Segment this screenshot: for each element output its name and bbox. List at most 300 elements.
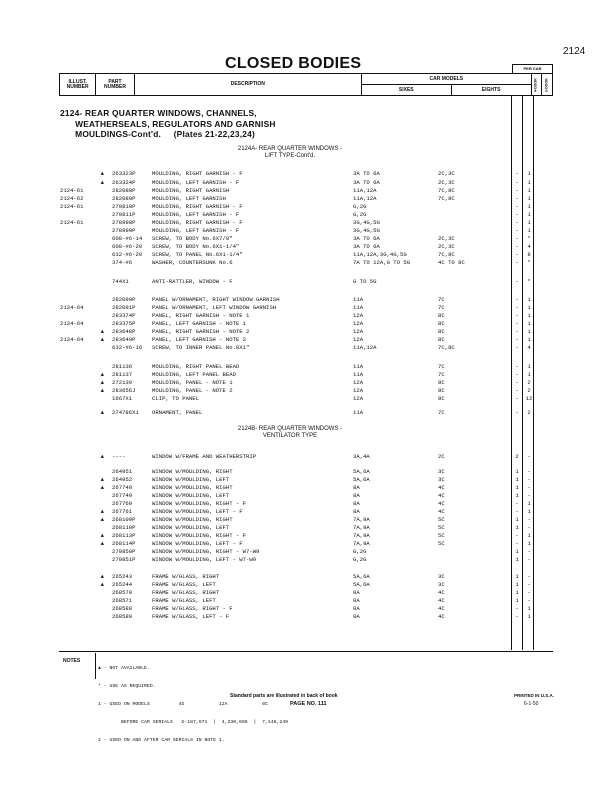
availability-mark: ▲ [100, 453, 104, 460]
illus-number: 2124-62 [60, 195, 84, 202]
eights-models: 4C TO 8C [438, 260, 465, 266]
availability-mark: ▲ [100, 379, 104, 386]
sixes-models: 3A TO 6A [353, 180, 380, 186]
description: MOULDING, PANEL - NOTE 2 [152, 388, 233, 394]
col-eights-header: EIGHTS [451, 85, 531, 96]
qty-4door: - [515, 363, 519, 370]
sixes-models: 3A,4A [353, 454, 370, 460]
availability-mark: ▲ [100, 581, 104, 588]
description: SCREW, TO INNER PANEL No.8X1" [152, 345, 250, 351]
eights-models: 2C,3C [438, 244, 455, 250]
qty-4door: - [515, 296, 519, 303]
qty-4door: 1 [515, 516, 519, 523]
qty-2door: - [527, 492, 531, 499]
note-as-required: * - USE AS REQUIRED. [98, 684, 156, 689]
description: ORNAMENT, PANEL [152, 410, 203, 416]
subsection-b-title [180, 426, 400, 440]
eights-models: 3C [438, 574, 445, 580]
description: PANEL W/ORNAMENT, RIGHT WINDOW GARNISH [152, 297, 280, 303]
eights-models: 4C [438, 485, 445, 491]
qty-4door: 1 [515, 581, 519, 588]
qty-2door: 2 [527, 379, 531, 386]
sixes-models: 12A [353, 329, 364, 335]
availability-mark: ▲ [100, 179, 104, 186]
eights-models: 7C,8C [438, 345, 455, 351]
col-desc-header: DESCRIPTION [134, 74, 361, 96]
qty-2door: 1 [527, 613, 531, 620]
part-number: 270811P [112, 211, 136, 218]
table-row [60, 171, 554, 179]
sixes-models: 8A [353, 606, 360, 612]
qty-4door: - [515, 605, 519, 612]
description: MOULDING, LEFT GARNISH [152, 196, 226, 202]
part-number: 267760 [112, 500, 133, 507]
description: WINDOW W/MOULDING, LEFT - F [152, 509, 243, 515]
part-number: 263324P [112, 179, 136, 186]
qty-4door: 1 [515, 573, 519, 580]
part-number: 1667X1 [112, 395, 133, 402]
description: WINDOW W/MOULDING, RIGHT - F [152, 533, 246, 539]
qty-2door: - [527, 484, 531, 491]
qty-4door: - [515, 259, 519, 266]
qty-4door: - [515, 613, 519, 620]
qty-2door: 1 [527, 605, 531, 612]
part-number: 267761 [112, 508, 133, 515]
qty-4door: 1 [515, 524, 519, 531]
eights-models: 2C,3C [438, 236, 455, 242]
qty-4door: - [515, 278, 519, 285]
illus-number: 2124-64 [60, 336, 84, 343]
sixes-models: 11A,12A [353, 345, 377, 351]
qty-2door: - [527, 556, 531, 563]
qty-4door: - [515, 179, 519, 186]
qty-2door: - [527, 468, 531, 475]
col-2door-header: 2-DOOR [542, 74, 553, 96]
description: WINDOW W/MOULDING, LEFT - F [152, 541, 243, 547]
description: WINDOW W/FRAME AND WEATHERSTRIP [152, 454, 257, 460]
sixes-models: 8A [353, 509, 360, 515]
part-number: 632-#6-16 [112, 344, 143, 351]
sixes-models: 7A,9A [353, 525, 370, 531]
part-number: 632-#6-20 [112, 251, 143, 258]
qty-4door: - [515, 328, 519, 335]
eights-models: 3C [438, 477, 445, 483]
qty-4door: - [515, 540, 519, 547]
part-number: 268588 [112, 605, 133, 612]
availability-mark: ▲ [100, 508, 104, 515]
availability-mark: ▲ [100, 573, 104, 580]
sixes-models: 8A [353, 485, 360, 491]
table-row [60, 410, 554, 418]
qty-2door: 1 [527, 336, 531, 343]
eights-models: 3C [438, 469, 445, 475]
qty-4door: 2 [515, 453, 519, 460]
illus-number: 2124-61 [60, 187, 84, 194]
description: MOULDING, PANEL - NOTE 1 [152, 380, 233, 386]
qty-4door: - [515, 251, 519, 258]
part-number: 270810P [112, 203, 136, 210]
availability-mark: ▲ [100, 516, 104, 523]
availability-mark: ▲ [100, 484, 104, 491]
page-reference: 2124 [563, 46, 586, 57]
subsection-a-title [180, 146, 400, 160]
qty-2door: - [527, 581, 531, 588]
qty-2door: 2 [527, 409, 531, 416]
col-models-header: CAR MODELS [361, 74, 531, 85]
qty-2door: 1 [527, 203, 531, 210]
description: WINDOW W/MOULDING, RIGHT [152, 485, 233, 491]
table-row [60, 345, 554, 353]
qty-4door: - [515, 170, 519, 177]
qty-4door: - [515, 500, 519, 507]
eights-models: 7C,8C [438, 252, 455, 258]
subsection-a-line1: 2124A- REAR QUARTER WINDOWS - [237, 146, 343, 152]
illus-number: 2124-64 [60, 320, 84, 327]
part-number: 264951 [112, 468, 133, 475]
table-row [60, 590, 554, 598]
sixes-models: 12A [353, 313, 364, 319]
sixes-models: G,2G [353, 204, 367, 210]
part-number: 265244 [112, 581, 133, 588]
qty-4door: - [515, 336, 519, 343]
table-row [60, 252, 554, 260]
table-row [60, 477, 554, 485]
per-car-label: PER CAR [512, 64, 553, 74]
eights-models: 4C [438, 509, 445, 515]
eights-models: 8C [438, 321, 445, 327]
table-row [60, 396, 554, 404]
description: PANEL, LEFT GARNISH - NOTE 1 [152, 321, 246, 327]
description: CLIP, TO PANEL [152, 396, 199, 402]
sixes-models: 7A,9A [353, 541, 370, 547]
sixes-models: 11A [353, 297, 364, 303]
notes-bracket [95, 653, 96, 679]
illus-number: 2124-61 [60, 203, 84, 210]
qty-4door: 1 [515, 492, 519, 499]
part-number: 268114P [112, 540, 136, 547]
table-row [60, 372, 554, 380]
description: WINDOW W/MOULDING, RIGHT - W7-W9 [152, 549, 260, 555]
table-row [60, 279, 554, 287]
part-number: 608-#6-14 [112, 235, 143, 242]
sixes-models: 11A [353, 364, 364, 370]
description: PANEL, RIGHT GARNISH - NOTE 2 [152, 329, 250, 335]
eights-models: 4C [438, 598, 445, 604]
part-number: 278999P [112, 227, 136, 234]
illus-number: 2124-64 [60, 304, 84, 311]
part-number: 283656J [112, 387, 136, 394]
qty-4door: - [515, 508, 519, 515]
qty-2door: 1 [527, 540, 531, 547]
part-number: 265243 [112, 573, 133, 580]
sixes-models: 11A [353, 410, 364, 416]
part-number: 264952 [112, 476, 133, 483]
part-number: ---- [112, 453, 126, 460]
qty-2door: 1 [527, 320, 531, 327]
eights-models: 4C [438, 606, 445, 612]
footer-printed: PRINTED IN U.S.A. [514, 693, 555, 698]
description: MOULDING, RIGHT PANEL BEAD [152, 364, 240, 370]
subsection-b-line2: VENTILATOR TYPE [262, 433, 318, 439]
part-number: 268109P [112, 516, 136, 523]
illus-number: 2124-61 [60, 219, 84, 226]
qty-2door: * [527, 235, 531, 242]
description: PANEL, RIGHT GARNISH - NOTE 1 [152, 313, 250, 319]
eights-models: 5C [438, 525, 445, 531]
col-illus-header: ILLUST. NUMBER [60, 74, 96, 96]
qty-4door: 1 [515, 589, 519, 596]
part-number: 374-#6 [112, 259, 133, 266]
qty-2door: - [527, 524, 531, 531]
eights-models: 7C [438, 297, 445, 303]
sixes-models: 12A [353, 388, 364, 394]
part-number: 268570 [112, 589, 133, 596]
table-row [60, 454, 554, 462]
sixes-models: G,2G [353, 212, 367, 218]
sixes-models: 12A [353, 321, 364, 327]
part-number: 283648P [112, 328, 136, 335]
eights-models: 8C [438, 329, 445, 335]
sixes-models: 11A,12A [353, 188, 377, 194]
sixes-models: 11A,12A,3G,4G,5G [353, 252, 407, 258]
qty-4door: - [515, 243, 519, 250]
qty-2door: 1 [527, 508, 531, 515]
table-row [60, 557, 554, 565]
qty-2door: - [527, 597, 531, 604]
note-not-available: ▲ - NOT AVAILABLE. [98, 666, 150, 671]
qty-2door: - [527, 589, 531, 596]
qty-4door: - [515, 320, 519, 327]
eights-models: 7C [438, 372, 445, 378]
qty-4door: - [515, 387, 519, 394]
description: WINDOW W/MOULDING, LEFT [152, 493, 230, 499]
part-number: 282089P [112, 195, 136, 202]
part-number: 281136 [112, 363, 133, 370]
sixes-models: 11A,12A [353, 196, 377, 202]
qty-4door: - [515, 395, 519, 402]
eights-models: 7C [438, 364, 445, 370]
qty-2door: 1 [527, 532, 531, 539]
qty-4door: - [515, 227, 519, 234]
sixes-models: G,2G [353, 557, 367, 563]
table-row [60, 598, 554, 606]
qty-2door: 8 [527, 251, 531, 258]
qty-2door: - [527, 548, 531, 555]
qty-2door: 2 [527, 387, 531, 394]
notes-label: NOTES [63, 658, 81, 664]
description: MOULDING, LEFT PANEL BEAD [152, 372, 236, 378]
description: WINDOW W/MOULDING, LEFT - W7-W9 [152, 557, 257, 563]
qty-2door: 1 [527, 371, 531, 378]
eights-models: 8C [438, 396, 445, 402]
eights-models: 7C [438, 410, 445, 416]
description: WINDOW W/MOULDING, LEFT [152, 525, 230, 531]
qty-2door: 1 [527, 179, 531, 186]
eights-models: 5C [438, 533, 445, 539]
qty-2door: - [527, 516, 531, 523]
table-row [60, 485, 554, 493]
description: MOULDING, LEFT GARNISH - F [152, 212, 240, 218]
eights-models: 7C,8C [438, 188, 455, 194]
description: MOULDING, LEFT GARNISH - F [152, 180, 240, 186]
qty-2door: 1 [527, 296, 531, 303]
description: MOULDING, LEFT GARNISH - F [152, 228, 240, 234]
eights-models: 4C [438, 590, 445, 596]
qty-2door: 1 [527, 219, 531, 226]
sixes-models: 12A [353, 396, 364, 402]
sixes-models: 5A,6A [353, 469, 370, 475]
sixes-models: 7A TO 12A,G TO 5G [353, 260, 411, 266]
part-number: 268571 [112, 597, 133, 604]
description: ANTI-RATTLER, WINDOW - F [152, 279, 233, 285]
qty-2door: 1 [527, 187, 531, 194]
footer-page-number: PAGE NO. 111 [290, 701, 327, 707]
part-number: 267748 [112, 484, 133, 491]
footer-standard-parts: Standard parts are illustrated in back of book [230, 693, 338, 699]
qty-2door: 1 [527, 500, 531, 507]
qty-4door: 1 [515, 476, 519, 483]
sixes-models: 7A,9A [353, 533, 370, 539]
part-number: 608-#6-20 [112, 243, 143, 250]
eights-models: 7C [438, 305, 445, 311]
subsection-a-line2: LIFT TYPE-Cont'd. [264, 153, 316, 159]
notes-divider [59, 651, 553, 652]
qty-4door: - [515, 532, 519, 539]
sixes-models: 5A,6A [353, 582, 370, 588]
sixes-models: 3A TO 6A [353, 244, 380, 250]
eights-models: 7C,8C [438, 196, 455, 202]
sixes-models: 8A [353, 493, 360, 499]
sixes-models: 8A [353, 590, 360, 596]
note-2: 2 - USED ON AND AFTER CAR SERIALS IN NOTE 1. [98, 738, 225, 743]
qty-2door: 1 [527, 170, 531, 177]
availability-mark: ▲ [100, 387, 104, 394]
sixes-models: 12A [353, 380, 364, 386]
sixes-models: 8A [353, 501, 360, 507]
qty-2door: 1 [527, 211, 531, 218]
table-row [60, 388, 554, 396]
availability-mark: ▲ [100, 532, 104, 539]
part-number: 270850P [112, 548, 136, 555]
part-number: 263323P [112, 170, 136, 177]
part-number: 272139 [112, 379, 133, 386]
eights-models: 8C [438, 380, 445, 386]
qty-2door: * [527, 278, 531, 285]
part-number: 282091P [112, 304, 136, 311]
part-number: 274786X1 [112, 409, 139, 416]
qty-2door: 1 [527, 312, 531, 319]
sixes-models: 5A,6A [353, 574, 370, 580]
sixes-models: G,2G [353, 549, 367, 555]
qty-4door: 1 [515, 484, 519, 491]
description: WINDOW W/MOULDING, RIGHT - F [152, 501, 246, 507]
description: WASHER, COUNTERSUNK No.6 [152, 260, 233, 266]
part-number: 283649P [112, 336, 136, 343]
qty-2door: * [527, 259, 531, 266]
description: WINDOW W/MOULDING, RIGHT [152, 517, 233, 523]
part-number: 268110P [112, 524, 136, 531]
qty-4door: - [515, 195, 519, 202]
part-number: 278998P [112, 219, 136, 226]
eights-models: 8C [438, 388, 445, 394]
note-1-serials: BEFORE CAR SERIALS G-187,971 | 4,230,608 | 7,148,249 [98, 720, 288, 725]
qty-2door: 1 [527, 328, 531, 335]
description: SCREW, TO BODY No.6X1-1/4" [152, 244, 240, 250]
part-number: 267749 [112, 492, 133, 499]
qty-2door: - [527, 476, 531, 483]
qty-4door: - [515, 235, 519, 242]
description: MOULDING, RIGHT GARNISH - F [152, 204, 243, 210]
qty-4door: - [515, 219, 519, 226]
qty-4door: - [515, 371, 519, 378]
qty-2door: 1 [527, 304, 531, 311]
eights-models: 3C [438, 582, 445, 588]
sixes-models: 11A [353, 305, 364, 311]
description: FRAME W/GLASS, RIGHT - F [152, 606, 233, 612]
part-number: 282088P [112, 187, 136, 194]
sixes-models: 3G,4G,5G [353, 220, 380, 226]
description: PANEL W/ORNAMENT, LEFT WINDOW GARNISH [152, 305, 277, 311]
col-4door-header: 4-DOOR [531, 74, 542, 96]
sixes-models: 3A TO 6A [353, 171, 380, 177]
qty-2door: 12 [525, 395, 533, 402]
description: MOULDING, RIGHT GARNISH - F [152, 171, 243, 177]
qty-2door: 4 [527, 243, 531, 250]
qty-2door: - [527, 573, 531, 580]
availability-mark: ▲ [100, 409, 104, 416]
qty-2door: 1 [527, 363, 531, 370]
eights-models: 5C [438, 517, 445, 523]
qty-4door: - [515, 304, 519, 311]
description: FRAME W/GLASS, LEFT - F [152, 614, 230, 620]
part-number: 744X1 [112, 278, 129, 285]
eights-models: 4C [438, 501, 445, 507]
qty-4door: - [515, 409, 519, 416]
availability-mark: ▲ [100, 336, 104, 343]
table-row [60, 364, 554, 372]
table-row [60, 582, 554, 590]
table-row [60, 501, 554, 509]
description: WINDOW W/MOULDING, LEFT [152, 477, 230, 483]
footer-date: 6-1-50 [524, 701, 539, 707]
availability-mark: ▲ [100, 371, 104, 378]
qty-4door: - [515, 211, 519, 218]
sixes-models: 12A [353, 337, 364, 343]
table-row [60, 469, 554, 477]
column-header-table [59, 73, 553, 96]
qty-4door: - [515, 379, 519, 386]
notes-list [98, 654, 288, 750]
availability-mark: ▲ [100, 540, 104, 547]
sixes-models: 8A [353, 598, 360, 604]
col-sixes-header: SIXES [361, 85, 451, 96]
description: FRAME W/GLASS, RIGHT [152, 590, 220, 596]
description: FRAME W/GLASS, RIGHT [152, 574, 220, 580]
table-row [60, 614, 554, 622]
description: MOULDING, RIGHT GARNISH [152, 188, 230, 194]
qty-2door: 4 [527, 344, 531, 351]
part-number: 283375P [112, 320, 136, 327]
qty-2door: - [527, 453, 531, 460]
qty-4door: - [515, 312, 519, 319]
description: FRAME W/GLASS, LEFT [152, 582, 216, 588]
description: FRAME W/GLASS, LEFT [152, 598, 216, 604]
eights-models: 2C [438, 454, 445, 460]
part-number: 282090P [112, 296, 136, 303]
availability-mark: ▲ [100, 476, 104, 483]
qty-2door: 1 [527, 195, 531, 202]
qty-4door: 1 [515, 548, 519, 555]
